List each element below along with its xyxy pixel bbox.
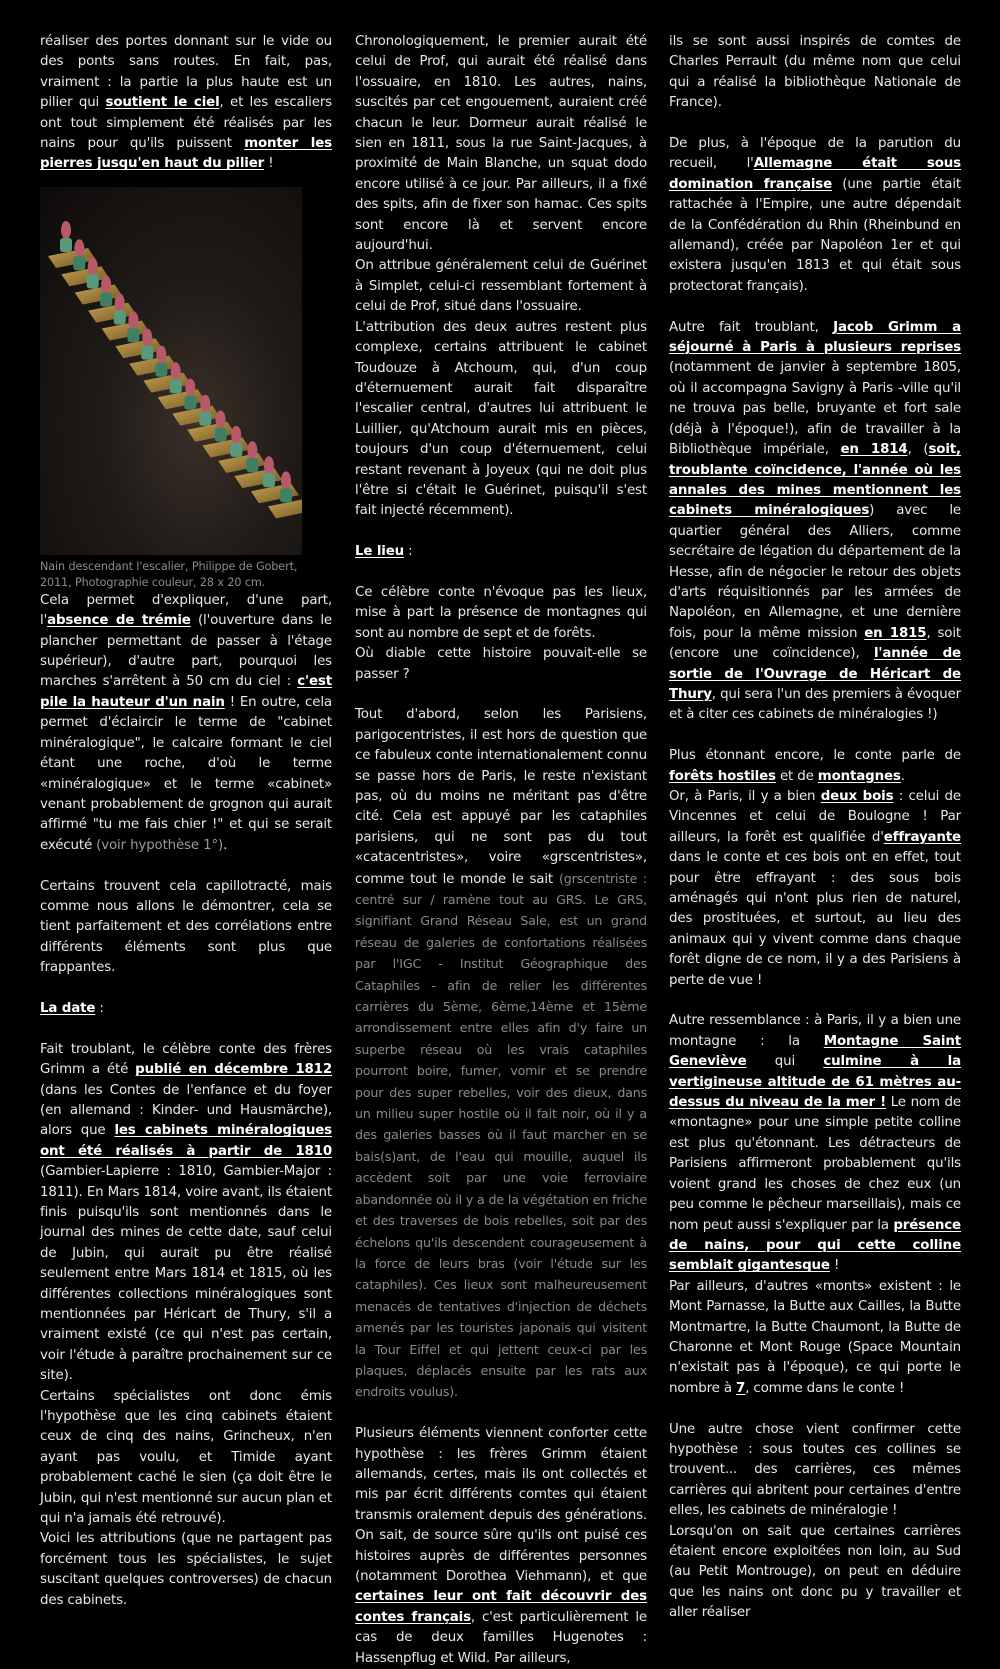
paragraph: Plus étonnant encore, le conte parle de forêts hostiles et de montagnes. bbox=[669, 748, 961, 784]
stair-step bbox=[218, 453, 266, 473]
paragraph: Or, à Paris, il y a bien deux bois : celui de Vincennes et celui de Boulogne ! Par ailleurs, la forêt est qualifiée d'effrayante dans le conte et ces bois ont en effet, tout pour être effrayant : des sous bois aménagés qui n'ont plus rien de naturel, des prostituées, et surtout, au lieu des animaux qui y vivent comme dans chaque forêt digne de ce nom, il y a des Parisiens à perte de vue ! bbox=[669, 788, 961, 988]
section-heading-lieu: Le lieu : bbox=[355, 544, 413, 560]
emphasis: deux bois bbox=[820, 788, 894, 804]
emphasis: Montagne Saint Geneviève bbox=[669, 1033, 961, 1070]
paragraph: ils se sont aussi inspirés de comtes de Charles Perrault (du même nom que celui qui a réalisé la bibliothèque Nationale de France). bbox=[669, 34, 961, 111]
paragraph: Certains spécialistes ont donc émis l'hypothèse que les cinq cabinets étaient ceux de cinq des nains, Grincheux, n'en ayant pas voulu, et Timide ayant probablement caché le sien (ça doit être le Jubin, qui n'est mentionné sur aucun plan et qui n'a jamais été retrouvé). bbox=[40, 1388, 332, 1527]
column-1 bbox=[40, 32, 332, 1611]
dwarf-figure bbox=[60, 221, 72, 252]
emphasis: 7 bbox=[736, 1380, 746, 1396]
emphasis: certaines leur ont fait découvrir des contes français bbox=[355, 1589, 647, 1625]
paragraph: Cela permet d'expliquer, d'une part, l'absence de trémie (l'ouverture dans le plancher permettant de passer à l'étage supérieur), d'autre part, pourquoi les marches s'arrêtent à 50 cm du ciel : c'est pile la hauteur d'un nain ! En outre, cela permet d'éclaircir le terme de "cabinet minéralogique", le calcaire formant le ciel étant une roche, d'où le terme «minéralogique» et le terme «cabinet» venant probablement de grognon qui aurait affirmé "tu me fais chier !" et qui se serait exécuté (voir hypothèse 1°). bbox=[40, 592, 332, 853]
paragraph: L'attribution des deux autres restent plus complexe, certains attribuent le cabinet Toudouze à Atchoum, qui, d'un coup d'éternuement aurait fait disparaître l'escalier central, d'autres lui attribuent le Luillier, qu'Atchoum aurait mis en pièces, toujours d'un coup d'éternuement, celui restant revenant à Joyeux (qui ne doit plus l'être si c'était le Guérinet, puisqu'il s'est fait injecté récemment). bbox=[355, 319, 647, 519]
emphasis: monter les pierres jusqu'en haut du pilier bbox=[40, 136, 332, 172]
staircase-illustration bbox=[40, 187, 302, 555]
stair-step bbox=[158, 389, 206, 409]
emphasis: forêts hostiles bbox=[669, 768, 776, 784]
stair-step bbox=[187, 422, 235, 442]
emphasis: culmine à la vertigineuse altitude de 61 mètres au-dessus du niveau de la mer ! bbox=[669, 1054, 961, 1111]
emphasis: soit, troublante coïncidence, l'année où les annales des mines mentionnent les cabinets minéralogiques bbox=[669, 442, 961, 519]
paragraph: De plus, à l'époque de la parution du recueil, l'Allemagne était sous domination française (une partie était rattachée à l'Empire, une autre dépendait de la Confédération du Rhin (Rheinbund en allemand), créée par Napoléon 1er et qui existera jusqu'en 1813 et qui était sous protectorat français). bbox=[669, 136, 961, 294]
paragraph: Fait troublant, le célèbre conte des frères Grimm a été publié en décembre 1812 (dans les Contes de l'enfance et du foyer (en allemand : Kinder- und Hausmärche), alors que les cabinets minéralogiques ont été réalisés à partir de 1810 (Gambier-Lapierre : 1810, Gambier-Major : 1811). En Mars 1814, voire avant, ils étaient finis puisqu'ils sont mentionnés dans le journal des mines de cette date, sauf celui de Jubin, qui aurait pu être réalisé seulement entre Mars 1814 et 1815, où les différentes collections minéralogiques sont mentionnées par Héricart de Thury, s'il a vraiment existé (ce qui n'est pas certain, voir l'étude à paraître prochainement sur ce site). bbox=[40, 1041, 333, 1384]
photo-caption: Nain descendant l'escalier, Philippe de Gobert, 2011, Photographie couleur, 28 x 20 cm. bbox=[40, 559, 298, 589]
stair-step bbox=[172, 406, 220, 426]
paragraph: réaliser des portes donnant sur le vide ou des ponts sans routes. En fait, pas, vraiment : la partie la plus haute est un pilier qui soutient le ciel, et les escaliers ont tout simplement été réalisés par les nains pour qu'ils puissent monter les pierres jusqu'en haut du pilier ! bbox=[40, 34, 332, 172]
dwarf-staircase-photo bbox=[40, 187, 302, 555]
emphasis: soutient le ciel bbox=[105, 95, 220, 111]
emphasis: l'année de sortie de l'Ouvrage de Héricart de Thury bbox=[669, 646, 961, 702]
stair-step bbox=[115, 338, 163, 358]
paragraph: Certains trouvent cela capillotracté, mais comme nous allons le démontrer, cela se tient parfaitement et des corrélations entre différents éléments sont plus que frappantes. bbox=[40, 878, 332, 976]
paragraph: Une autre chose vient confirmer cette hypothèse : sous toutes ces collines se trouvent... des carrières, ces mêmes carrières qui abritent pour certaines d'entre elles, les cabinets de minéralogie ! bbox=[669, 1421, 961, 1519]
emphasis: présence de nains, pour qui cette colline semblait gigantesque bbox=[669, 1217, 961, 1274]
paragraph: Plusieurs éléments viennent conforter cette hypothèse : les frères Grimm étaient allemands, certes, mais ils ont collectés et mis par écrit différents comtes qui étaient transmis oralement depuis des générations. On sait, de source sûre qu'ils ont puisé ces histoires auprès de différentes personnes (notamment Dorothea Viehmann), et que certaines leur ont fait découvrir des contes français, c'est particulièrement le cas de deux familles Hugenotes : Hassenpflug et Wild. Par ailleurs, bbox=[355, 1426, 648, 1666]
paragraph: Par ailleurs, d'autres «monts» existent : le Mont Parnasse, la Butte aux Cailles, la Butte Montmartre, la Butte Chaumont, la Butte de Charonne et Mont Rouge (Space Mountain n'existait pas à l'époque), ce qui porte le nombre à 7, comme dans le conte ! bbox=[669, 1278, 961, 1396]
column-2 bbox=[355, 32, 647, 1669]
stair-step bbox=[203, 437, 251, 457]
paragraph: Où diable cette histoire pouvait-elle se passer ? bbox=[355, 646, 647, 682]
paragraph: Chronologiquement, le premier aurait été celui de Prof, qui aurait été réalisé dans l'ossuaire, en 1810. Les autres, nains, suscités par cet engouement, auraient créé chacun le leur. Dormeur aurait réalisé le sien en 1811, sous la rue Saint-Jacques, à proximité de Main Blanche, un squat dodo encore utilisé à ce jour. Par ailleurs, il a fixé des spits, afin de fixer son hamac. Ces spits sont encore là et servent encore aujourd'hui. bbox=[355, 34, 647, 254]
emphasis: montagnes bbox=[817, 768, 901, 784]
stair-step bbox=[143, 372, 191, 392]
paragraph: Ce célèbre conte n'évoque pas les lieux, mise à part la présence de montagnes qui sont au nombre de sept et de forêts. bbox=[355, 584, 647, 641]
emphasis: Jacob Grimm a séjourné à Paris à plusieurs reprises bbox=[669, 319, 961, 356]
section-heading-date: La date : bbox=[40, 1000, 104, 1016]
emphasis: absence de trémie bbox=[47, 613, 191, 629]
emphasis: publié en décembre 1812 bbox=[135, 1062, 333, 1078]
emphasis: en 1815 bbox=[864, 625, 927, 641]
column-3 bbox=[669, 32, 961, 1624]
paragraph: Tout d'abord, selon les Parisiens, parigocentristes, il est hors de question que ce fabuleux conte internationalement connu se passe hors de Paris, le reste n'existant pas, où du moins ne méritant pas d'être cité. Cela est appuyé par les cataphiles parisiens, qui ne sont pas du tout «catacentristes», voire «grscentristes», comme tout le monde le sait (grscentriste : centré sur / ramène tout au GRS. Le GRS, signifiant Grand Réseau Sale, est un grand réseau de galeries de confortations réalisées par l'IGC - Institut Géographique des Cataphiles - afin de relier les différentes carrières du 5ème, 6ème,14ème et 15ème arrondissement entre elles afin d'y faire un superbe réseau où les vrais cataphiles pourront boire, fumer, vomir et se prendre pour des super rebelles, voir des dieux, dans un milieu super hostile où il fait noir, où il y a des galeries basses où il faut marcher en se bais(s)ant, de l'eau qui mouille, auquel ils accèdent soit par une voie ferroviaire abandonnée où il y a de la végétation en friche et des traverses de bois rebelles, soit par des échelons qu'ils descendent courageusement à la force de leurs bras (voir l'étude sur les cataphiles). Ces lieux sont malheureusement menacés de tentatives d'injection de déchets amenés par les touristes japonais qui visitent la Tour Eiffel et qui jettent ceux-ci par les plaques, déplacés ensuite par les rats aux endroits voulus). bbox=[355, 707, 647, 1400]
stair-step bbox=[234, 468, 282, 488]
paragraph: Autre fait troublant, Jacob Grimm a séjourné à Paris à plusieurs reprises (notamment de janvier à septembre 1805, où il accompagna Savigny à Paris -ville qu'il ne trouva pas belle, bruyante et fort sale (déjà à l'époque!), afin de travailler à la Bibliothèque impériale, en 1814, (soit, troublante coïncidence, l'année où les annales des mines mentionnent les cabinets minéralogiques) avec le quartier général des Alliers, comme secrétaire de légation du département de la Hesse, afin de négocier le retour des objets d'arts réquisitionnés par les armées de Napoléon, en Allemagne, et une dernière fois, pour la même mission en 1815, soit (encore une coïncidence), l'année de sortie de l'Ouvrage de Héricart de Thury, qui sera l'un des premiers à évoquer et à citer ces cabinets de minéralogies !) bbox=[669, 319, 962, 723]
emphasis: les cabinets minéralogiques ont été réalisés à partir de 1810 bbox=[40, 1123, 333, 1159]
paragraph: Autre ressemblance : à Paris, il y a bien une montagne : la Montagne Saint Geneviève qui culmine à la vertigineuse altitude de 61 mètres au-dessus du niveau de la mer ! Le nom de «montagne» pour une simple petite colline est plus qu'étonnant. Les détracteurs de Parisiens affirmeront probablement qu'ils voient grand les choses de chez eux (un peu comme le pêcheur marseillais), mais ce nom peut aussi s'expliquer par la présence de nains, pour qui cette colline semblait gigantesque ! bbox=[669, 1013, 961, 1274]
emphasis: c'est pile la hauteur d'un nain bbox=[40, 674, 332, 710]
emphasis: en 1814 bbox=[840, 442, 908, 458]
paragraph: Lorsqu'on on sait que certaines carrières étaient encore exploitées non loin, au Sud (au Petit Montrouge), on peut en déduire que les nains ont donc pu y travailler et aller réaliser bbox=[669, 1523, 961, 1621]
emphasis: Allemagne était sous domination française bbox=[669, 156, 961, 192]
paragraph: Voici les attributions (que ne partagent pas forcément tous les spécialistes, le sujet suscitant quelques controverses) de chacun des cabinets. bbox=[40, 1531, 332, 1608]
stair-step bbox=[129, 355, 177, 375]
emphasis: effrayante bbox=[883, 829, 961, 845]
paragraph: On attribue généralement celui de Guérinet à Simplet, celui-ci ressemblant fortement à celui de Prof, situé dans l'ossuaire. bbox=[355, 258, 647, 315]
